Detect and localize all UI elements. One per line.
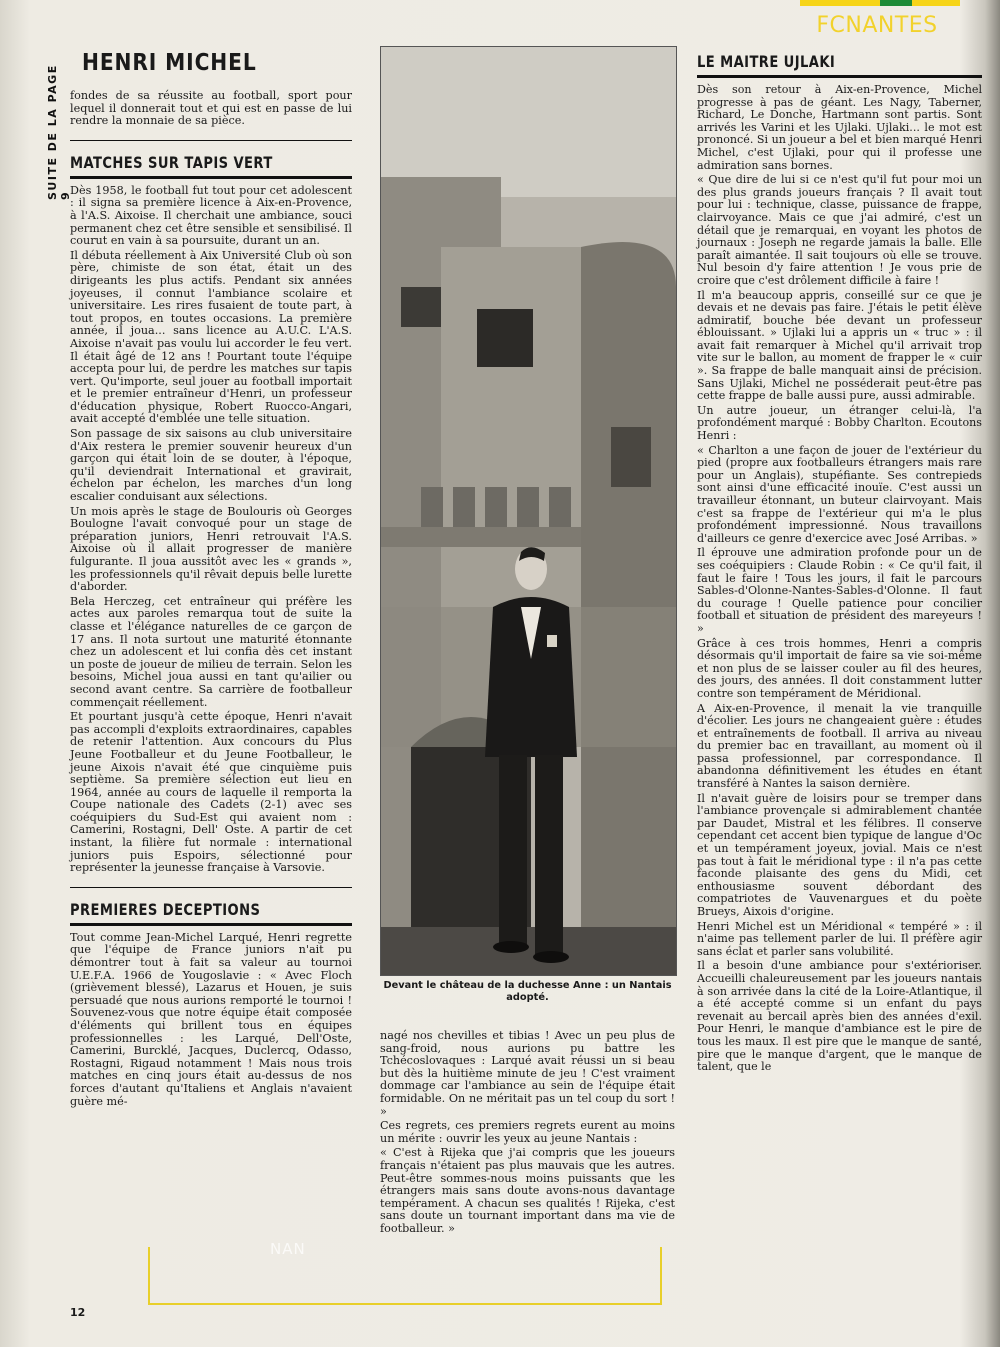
- section-heading-tapis-vert: MATCHES SUR TAPIS VERT: [70, 152, 273, 172]
- intro-paragraph: fondes de sa réussite au football, sport pour lequel il donnerait tout et qui est en passe de lui rendre la monnaie de sa pièce.: [70, 89, 352, 128]
- section-heading-premieres-deceptions: PREMIERES DECEPTIONS: [70, 899, 261, 919]
- section-divider: [70, 140, 352, 141]
- middle-column: [380, 1030, 675, 1238]
- right-column: [697, 46, 982, 1076]
- paragraph: Ces regrets, ces premiers regrets eurent au moins un mérite : ouvrir les yeux au jeune Nantais :: [380, 1119, 675, 1145]
- paragraph: « Que dire de lui si ce n'est qu'il fut pour moi un des plus grands joueurs français ? Il avait tout pour lui : technique, classe, puissance de frappe, clairvoyance. Mais ce que j'ai admiré, c'est un détail que je remarquai, en voyant les photos de journaux : Joseph ne regarde jamais la balle. Elle paraît aimantée. Il sait toujours où elle se trouve. Nul besoin d'y faire attention ! Je vous prie de croire que c'est drôlement difficile à faire !: [697, 173, 982, 287]
- page-number: 12: [70, 1306, 86, 1319]
- paragraph: Tout comme Jean-Michel Larqué, Henri regrette que l'équipe de France juniors n'ait pu démontrer tout à fait sa valeur au tournoi U.E.F.A. 1966 de Yougoslavie : « Avec Floch (grièvement blessé), Lazarus et Houen, je suis persuadé que nous aurions remporté le tournoi ! Souvenez-vous que notre équipe était composée d'éléments qui brillent tous en équipes professionnelles : les Larqué, Dell'Oste, Camerini, Burcklé, Jacques, Duclercq, Odasso, Rostagni, Rigaud notamment ! Mais nous trois matches en cinq jours était au-dessus de nos forces d'autant qu'Italiens et Anglais n'avaient guère mé-: [70, 930, 352, 1108]
- section-rule: [70, 176, 352, 179]
- section-rule: [697, 75, 982, 78]
- paragraph: « Charlton a une façon de jouer de l'extérieur du pied (propre aux footballeurs étrangers mais rare pour un Anglais), stupéfiante. Ses contrepieds sont ainsi d'une efficacité inouïe. C'est aussi un travailleur étonnant, un buteur clairvoyant. Mais c'est sa frappe de l'extérieur qui m'a le plus profondément impressionné. Nous travaillons d'ailleurs ce genre d'exercice avec José Arribas. »: [697, 443, 982, 545]
- paragraph: « C'est à Rijeka que j'ai compris que les joueurs français n'étaient pas plus mauvais que les autres. Peut-être sommes-nous moins puissants que les étrangers mais sans doute avons-nous davantage tempérament. A chacun ses qualités ! Rijeka, c'est sans doute un tournant important dans ma vie de footballeur. »: [380, 1146, 675, 1235]
- paragraph: Il a besoin d'une ambiance pour s'extérioriser. Accueilli chaleureusement par les joueurs nantais à son arrivée dans la cité de la Loire-Atlantique, il a été accepté comme si un enfant du pays revenait au bercail après bien des années d'exil. Pour Henri, le manque d'ambiance est le pire de tous les maux. Il est pire que le manque de santé, pire que le manque d'argent, que le manque de talent, que le: [697, 959, 982, 1074]
- paragraph: nagé nos chevilles et tibias ! Avec un peu plus de sang-froid, nous aurions pu battre les Tchécoslovaques : Larqué avait réussi un si beau but dès la huitième minute de jeu ! C'est vraiment dommage car l'ambiance au sein de l'équipe était formidable. On ne méritait pas un tel coup du sort ! »: [380, 1029, 675, 1118]
- paragraph: Il débuta réellement à Aix Université Club où son père, chimiste de son état, était un des dirigeants les plus actifs. Pendant six années joyeuses, il connut l'ambiance scolaire et universitaire. Les rires fusaient de toute part, à tout propos, en toutes occasions. La première année, il joua... sans licence au A.U.C. L'A.S. Aixoise n'avait pas voulu lui accorder le feu vert. Il était âgé de 12 ans ! Pourtant toute l'équipe accepta pour lui, de perdre les matches sur tapis vert. Qu'importe, seul jouer au football importait et le premier entraîneur d'Henri, un professeur d'éducation physique, Robert Ruocco-Angari, avait accepté d'emblée une telle situation.: [70, 248, 352, 426]
- paragraph: Un autre joueur, un étranger celui-là, l'a profondément marqué : Bobby Charlton. Ecoutons Henri :: [697, 403, 982, 443]
- paragraph: Grâce à ces trois hommes, Henri a compris désormais qu'il importait de faire sa vie soi-même et non plus de se laisser couler au fil des heures, des jours, des années. Il doit constamment lutter contre son tempérament de Méridional.: [697, 636, 982, 700]
- section-heading-maitre-ujlaki: LE MAITRE UJLAKI: [697, 52, 836, 71]
- photo-caption: Devant le château de la duchesse Anne : un Nantais adopté.: [383, 980, 672, 1003]
- article-title: HENRI MICHEL: [82, 50, 257, 76]
- paragraph: Et pourtant jusqu'à cette époque, Henri n'avait pas accompli d'exploits extraordinaires, capables de retenir l'attention. Aux concours du Plus Jeune Footballeur et du Jeune Footballeur, le jeune Aixois n'avait été que cinquième puis septième. Sa première sélection eut lieu en 1964, année au cours de laquelle il remporta la Coupe nationale des Cadets (2-1) avec ses coéquipiers du Sud-Est qui avaient nom : Camerini, Rostagni, Dell' Oste. A partir de cet instant, la filière fut normale : international juniors puis Espoirs, sélectionné pour représenter la jeunesse française à Varsovie.: [70, 710, 352, 875]
- paragraph: Il n'avait guère de loisirs pour se tremper dans l'ambiance provençale si admirablement chantée par Daudet, Mistral et les félibres. Il conserve cependant cet accent bien typique de langue d'Oc et un tempérament joyeux, jovial. Mais ce n'est pas tout à fait le méridional type : il n'a pas cette faconde plaisante des gens du Midi, cet enthousiasme souvent débordant des compatriotes de Vauvenargues et du poète Brueys, Aixois d'origine.: [697, 791, 982, 918]
- section-rule: [70, 923, 352, 926]
- paragraph: A Aix-en-Provence, il menait la vie tranquille d'écolier. Les jours ne changeaient guère : études et entraînements de football. Il arriva au niveau du premier bac en travaillant, au moment où il passa professionnel, par correspondance. Il abandonna définitivement les études en étant transféré à Nantes la saison dernière.: [697, 701, 982, 791]
- section-divider: [70, 887, 352, 888]
- photo-illustration: [381, 47, 676, 975]
- brand-stripe: [800, 0, 960, 6]
- paragraph: Il éprouve une admiration profonde pour un de ses coéquipiers : Claude Robin : « Ce qu'il fait, il faut le faire ! Tous les jours, il fait le parcours Sables-d'Olonne-Nantes-Sables-d'Olonne. Il faut du courage ! Quelle patience pour concilier football et situation de président des mareyeurs ! »: [697, 546, 982, 635]
- left-column: [70, 46, 352, 1110]
- paragraph: Dès son retour à Aix-en-Provence, Michel progresse à pas de géant. Les Nagy, Taberner, Richard, Le Donche, Hartmann sont partis. Sont arrivés les Varini et les Ujlaki. Ujlaki... le mot est prononcé. Si un joueur a bel et bien marqué Henri Michel, c'est Ujlaki, pour qui il professe une admiration sans bornes.: [697, 83, 982, 172]
- paragraph: Henri Michel est un Méridional « tempéré » : il n'aime pas tellement parler de lui. Il préfère agir sans éclat et parler sans volubilité.: [697, 919, 982, 958]
- highlight-frame: [148, 1247, 662, 1305]
- brand-watermark: FCNANTES: [816, 13, 938, 38]
- castle-photo: [380, 46, 677, 976]
- overlay-watermark: NAN: [270, 1240, 306, 1258]
- paragraph: Dès 1958, le football fut tout pour cet adolescent : il signa sa première licence à Aix-en-Provence, à l'A.S. Aixoise. Il cherchait une ambiance, souci permanent chez cet être sensible et sensibilisé. Il courut en vain à sa poursuite, durant un an.: [70, 183, 352, 248]
- paragraph: Bela Herczeg, cet entraîneur qui préfère les actes aux paroles remarqua tout de suite la classe et l'élégance naturelles de ce garçon de 17 ans. Il nota surtout une maturité étonnante chez un adolescent et lui confia dès cet instant un poste de joueur de milieu de terrain. Selon les besoins, Michel joua aussi en tant qu'ailier ou second avant centre. Sa carrière de footballeur commençait réellement.: [70, 594, 352, 709]
- paragraph: Un mois après le stage de Boulouris où Georges Boulogne l'avait convoqué pour un stage de préparation juniors, Henri retrouvait l'A.S. Aixoise où il allait progresser de manière fulgurante. Il joua aussitôt avec les « grands », les professionnels qu'il rêvait depuis belle lurette d'aborder.: [70, 504, 352, 594]
- paragraph: Il m'a beaucoup appris, conseillé sur ce que je devais et ne devais pas faire. J'étais le petit élève admiratif, bouche bée devant un professeur éblouissant. » Ujlaki lui a appris un « truc » : il avait fait remarquer à Michel qu'il arrivait trop vite sur le ballon, au moment de frapper le « cuir ». Sa frappe de balle manquait ainsi de précision. Sans Ujlaki, Michel ne posséderait peut-être pas cette frappe de balle aussi pure, aussi admirable.: [697, 288, 982, 403]
- paragraph: Son passage de six saisons au club universitaire d'Aix restera le premier souvenir heureux d'un garçon qui était loin de se douter, à l'époque, qu'il deviendrait International et gravirait, échelon par échelon, les marches d'un long escalier conduisant aux sélections.: [70, 427, 352, 504]
- continuation-tag: SUITE DE LA PAGE 9: [46, 64, 72, 200]
